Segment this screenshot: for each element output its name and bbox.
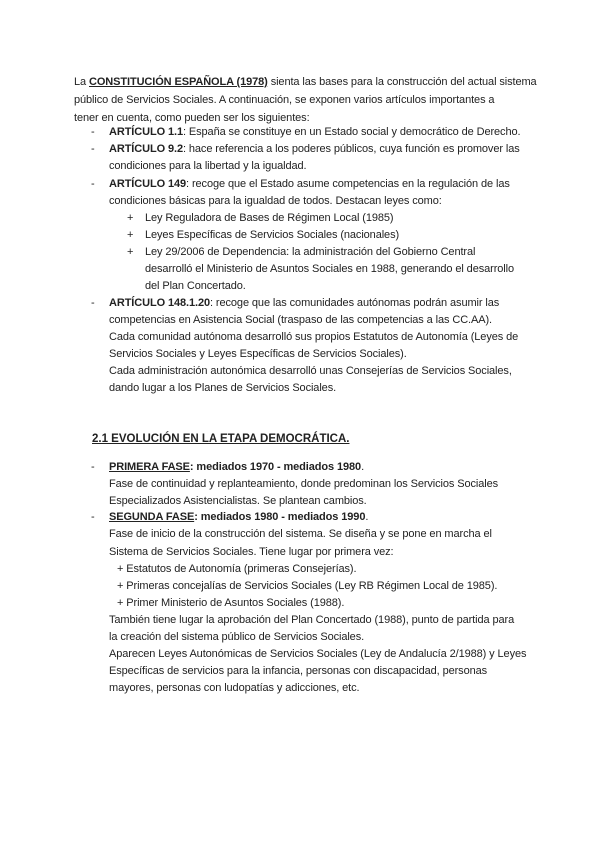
article-text: : recoge que el Estado asume competencias en la regulación de las (186, 178, 510, 190)
phase-dates: : mediados 1980 - mediados 1990 (194, 511, 366, 523)
article-149 (109, 177, 510, 191)
plus-marker: + (127, 246, 134, 258)
intro-line-1 (74, 75, 537, 89)
article-148-line: dando lugar a los Planes de Servicios Sociales. (109, 382, 337, 394)
intro-line-2: público de Servicios Sociales. A continuación, se exponen varios artículos importantes a (74, 94, 495, 106)
phase-end: . (365, 511, 369, 523)
plus-marker: + (127, 212, 134, 224)
intro-pre: La (74, 76, 89, 88)
article-1-1 (109, 125, 520, 139)
phase-2-item: + Primer Ministerio de Asuntos Sociales (1988). (117, 597, 345, 609)
intro-line-3: tener en cuenta, como pueden ser los siguientes: (74, 112, 310, 124)
phase-2-title (109, 510, 368, 524)
article-148-line: Servicios Sociales y Leyes Específicas de Servicios Sociales). (109, 348, 407, 360)
phase-end: . (361, 461, 365, 473)
plus-marker: + (127, 229, 134, 241)
law-item: Leyes Específicas de Servicios Sociales (nacionales) (145, 229, 400, 241)
article-148-line: competencias en Asistencia Social (traspaso de las competencias a las CC.AA). (109, 314, 492, 326)
article-text: : recoge que las comunidades autónomas podrán asumir las (210, 297, 500, 309)
dash-marker: - (91, 297, 95, 309)
article-label: ARTÍCULO 149 (109, 178, 187, 190)
phase-1-title (109, 460, 364, 474)
phase-label: SEGUNDA FASE (109, 511, 195, 523)
article-label: ARTÍCULO 9.2 (109, 143, 183, 155)
phase-2-line: Fase de inicio de la construcción del sistema. Se diseña y se pone en marcha el (109, 528, 492, 540)
article-9-2 (109, 142, 520, 156)
article-label: ARTÍCULO 148.1.20 (109, 297, 211, 309)
law-item: Ley Reguladora de Bases de Régimen Local (1985) (145, 212, 394, 224)
article-148-line: Cada comunidad autónoma desarrolló sus propios Estatutos de Autonomía (Leyes de (109, 331, 519, 343)
phase-2-line: Sistema de Servicios Sociales. Tiene lugar por primera vez: (109, 546, 394, 558)
dash-marker: - (91, 143, 95, 155)
dash-marker: - (91, 126, 95, 138)
constitution-link: CONSTITUCIÓN ESPAÑOLA (1978) (89, 76, 268, 88)
phase-2-after: Específicas de servicios para la infancia, personas con discapacidad, personas (109, 665, 488, 677)
phase-dates: : mediados 1970 - mediados 1980 (189, 461, 362, 473)
phase-2-after: Aparecen Leyes Autonómicas de Servicios Sociales (Ley de Andalucía 2/1988) y Leyes (109, 648, 527, 660)
section-heading: 2.1 EVOLUCIÓN EN LA ETAPA DEMOCRÁTICA. (92, 433, 350, 445)
phase-2-after: mayores, personas con ludopatías y adicciones, etc. (109, 682, 360, 694)
phase-2-after: También tiene lugar la aprobación del Plan Concertado (1988), punto de partida para (109, 614, 515, 626)
phase-2-item: + Estatutos de Autonomía (primeras Consejerías). (117, 563, 357, 575)
intro-post: sienta las bases para la construcción del actual sistema (267, 76, 537, 88)
phase-1-line: Especializados Asistencialistas. Se plantean cambios. (109, 495, 367, 507)
article-148-line: Cada administración autonómica desarrolló unas Consejerías de Servicios Sociales, (109, 365, 512, 377)
phase-2-item: + Primeras concejalías de Servicios Sociales (Ley RB Régimen Local de 1985). (117, 580, 498, 592)
article-148-1-20 (109, 296, 499, 310)
dash-marker: - (91, 178, 95, 190)
article-label: ARTÍCULO 1.1 (109, 126, 183, 138)
phase-2-after: la creación del sistema público de Servicios Sociales. (109, 631, 365, 643)
law-item: Ley 29/2006 de Dependencia: la administración del Gobierno Central (145, 246, 476, 258)
article-text: : hace referencia a los poderes públicos, cuya función es promover las (182, 143, 520, 155)
dash-marker: - (91, 461, 95, 473)
article-149-cont: condiciones básicas para la igualdad de todos. Destacan leyes como: (109, 195, 442, 207)
article-9-2-cont: condiciones para la libertad y la igualdad. (109, 160, 307, 172)
law-item-cont: del Plan Concertado. (145, 280, 246, 292)
phase-1-line: Fase de continuidad y replanteamiento, donde predominan los Servicios Sociales (109, 478, 499, 490)
phase-label: PRIMERA FASE (109, 461, 190, 473)
article-text: : España se constituye en un Estado social y democrático de Derecho. (182, 126, 521, 138)
law-item-cont: desarrolló el Ministerio de Asuntos Sociales en 1988, generando el desarrollo (145, 263, 514, 275)
dash-marker: - (91, 511, 95, 523)
